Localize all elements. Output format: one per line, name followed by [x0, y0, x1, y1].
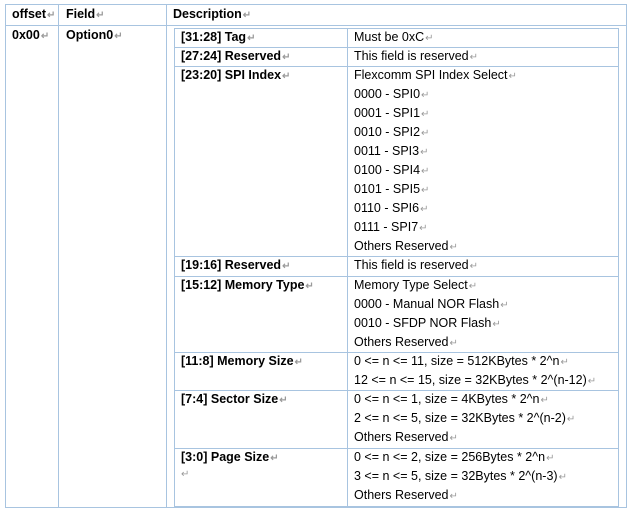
subfield-description-line: Others Reserved↵ — [354, 488, 458, 502]
subfield-description-line: 12 <= n <= 15, size = 32KBytes * 2^(n-12)↵ — [354, 373, 597, 387]
subfield-divider — [347, 448, 348, 506]
subfield-description-line: 2 <= n <= 5, size = 32KBytes * 2^(n-2)↵ — [354, 411, 576, 425]
header-field: Field↵ — [66, 7, 105, 21]
subfield-bits: [11:8] Memory Size↵ — [181, 354, 303, 368]
header-description: Description↵ — [173, 7, 252, 21]
subfield-bits: [27:24] Reserved↵ — [181, 49, 291, 63]
subfield-bits: [7:4] Sector Size↵ — [181, 392, 288, 406]
subfield-divider — [347, 47, 348, 66]
subfield-description-line: Others Reserved↵ — [354, 335, 458, 349]
subfield-description-line: 0000 - SPI0↵ — [354, 87, 430, 101]
subfield-description-line: 0010 - SPI2↵ — [354, 125, 430, 139]
subfield-description-line: 0001 - SPI1↵ — [354, 106, 430, 120]
subfield-bits: [31:28] Tag↵ — [181, 30, 256, 44]
row-offset: 0x00↵ — [12, 28, 50, 42]
header-offset: offset↵ — [12, 7, 56, 21]
paragraph-mark: ↵ — [181, 469, 190, 480]
header-bottom-border — [5, 25, 627, 26]
subfield-bits: [19:16] Reserved↵ — [181, 258, 291, 272]
subfield-description-line: Must be 0xC↵ — [354, 30, 434, 44]
header-top-border — [5, 4, 627, 5]
subfield-description-line: 0000 - Manual NOR Flash↵ — [354, 297, 509, 311]
subfield-divider — [347, 28, 348, 47]
subfield-bits: [15:12] Memory Type↵ — [181, 278, 314, 292]
subfield-description-line: This field is reserved↵ — [354, 49, 479, 63]
subfield-description-line: 0110 - SPI6↵ — [354, 201, 429, 215]
col-divider-1 — [58, 4, 59, 507]
subfield-description-line: 3 <= n <= 5, size = 32Bytes * 2^(n-3)↵ — [354, 469, 567, 483]
subfield-divider — [347, 390, 348, 448]
row-field: Option0↵ — [66, 28, 123, 42]
subfield-description-line: 0010 - SFDP NOR Flash↵ — [354, 316, 501, 330]
subfield-description-line: 0 <= n <= 1, size = 4KBytes * 2^n↵ — [354, 392, 549, 406]
subfield-description-line: Flexcomm SPI Index Select↵ — [354, 68, 517, 82]
subfield-description-line: This field is reserved↵ — [354, 258, 479, 272]
subfield-description-line: 0111 - SPI7↵ — [354, 220, 428, 234]
outer-right-border — [626, 4, 627, 507]
subfield-description-line: Memory Type Select↵ — [354, 278, 478, 292]
subfield-bits: [23:20] SPI Index↵ — [181, 68, 291, 82]
subfield-divider — [347, 276, 348, 352]
subfield-description-line: 0100 - SPI4↵ — [354, 163, 430, 177]
subfield-description-line: Others Reserved↵ — [354, 239, 458, 253]
subfield-description-line: 0101 - SPI5↵ — [354, 182, 430, 196]
subfield-divider — [347, 352, 348, 390]
outer-left-border — [5, 4, 6, 507]
outer-bottom-border — [5, 507, 627, 508]
subfield-description-line: Others Reserved↵ — [354, 430, 458, 444]
col-divider-2 — [166, 4, 167, 507]
subfield-description-line: 0011 - SPI3↵ — [354, 144, 429, 158]
subfield-divider — [347, 256, 348, 276]
subfield-description-line: 0 <= n <= 11, size = 512KBytes * 2^n↵ — [354, 354, 569, 368]
subfield-divider — [347, 66, 348, 256]
subfield-bits: [3:0] Page Size↵ — [181, 450, 279, 464]
subfield-description-line: 0 <= n <= 2, size = 256Bytes * 2^n↵ — [354, 450, 555, 464]
